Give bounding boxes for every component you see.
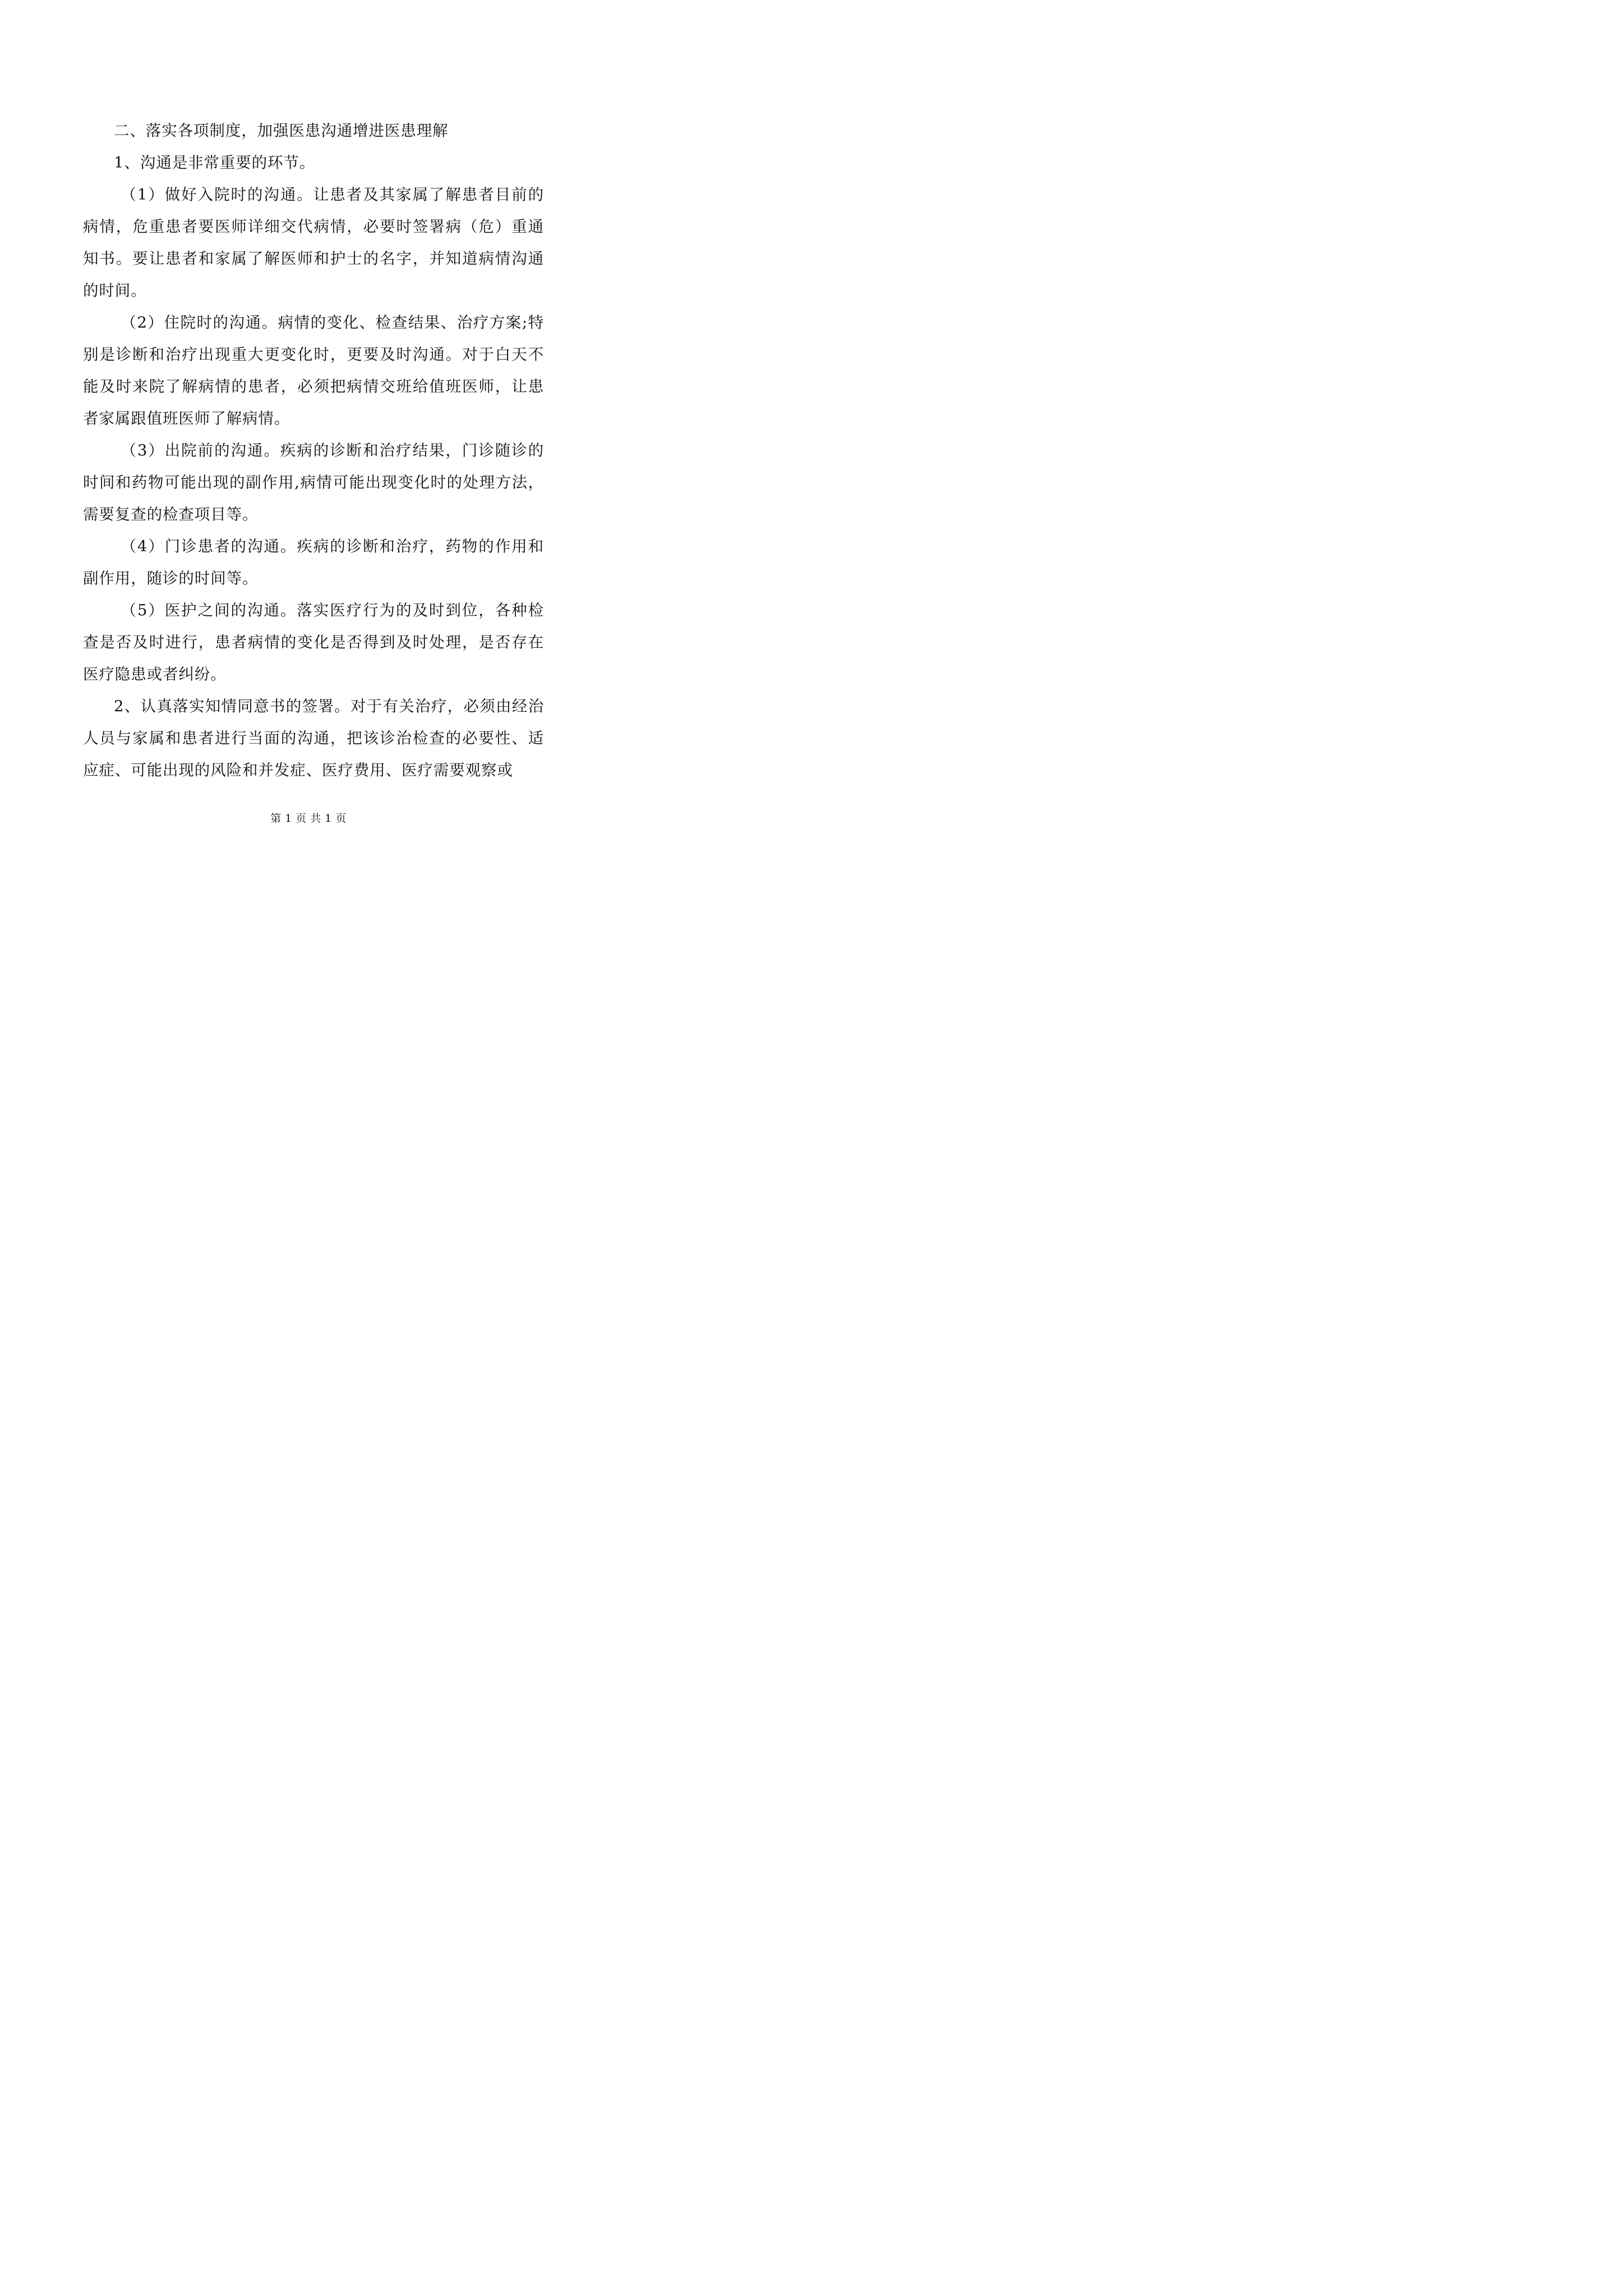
document-page — [0, 0, 617, 872]
paragraph-sub-5: （5）医护之间的沟通。落实医疗行为的及时到位，各种检查是否及时进行，患者病情的变化是否得到及时处理，是否存在医疗隐患或者纠纷。 — [83, 601, 544, 683]
paragraph-sub-1: （1）做好入院时的沟通。让患者及其家属了解患者目前的病情，危重患者要医师详细交代病情，必要时签署病（危）重通知书。要让患者和家属了解医师和护士的名字，并知道病情沟通的时间。 — [83, 186, 544, 300]
document-body — [83, 115, 544, 786]
paragraph-item-2: 2、认真落实知情同意书的签署。对于有关治疗，必须由经治人员与家属和患者进行当面的沟通，把该诊治检查的必要性、适应症、可能出现的风险和并发症、医疗费用、医疗需要观察或 — [83, 697, 544, 779]
paragraph-sub-2: （2）住院时的沟通。病情的变化、检查结果、治疗方案;特别是诊断和治疗出现重大更变化时，更要及时沟通。对于白天不能及时来院了解病情的患者，必须把病情交班给值班医师，让患者家属跟值班医师了解病情。 — [83, 314, 544, 427]
paragraph-item-1: 1、沟通是非常重要的环节。 — [114, 154, 316, 172]
paragraph-sub-4: （4）门诊患者的沟通。疾病的诊断和治疗，药物的作用和副作用，随诊的时间等。 — [83, 537, 544, 587]
section-heading: 二、落实各项制度，加强医患沟通增进医患理解 — [114, 122, 449, 140]
paragraph-sub-3: （3）出院前的沟通。疾病的诊断和治疗结果，门诊随诊的时间和药物可能出现的副作用,病情可能出现变化时的处理方法，需要复查的检查项目等。 — [83, 441, 544, 523]
page-footer: 第 1 页 共 1 页 — [270, 812, 347, 825]
